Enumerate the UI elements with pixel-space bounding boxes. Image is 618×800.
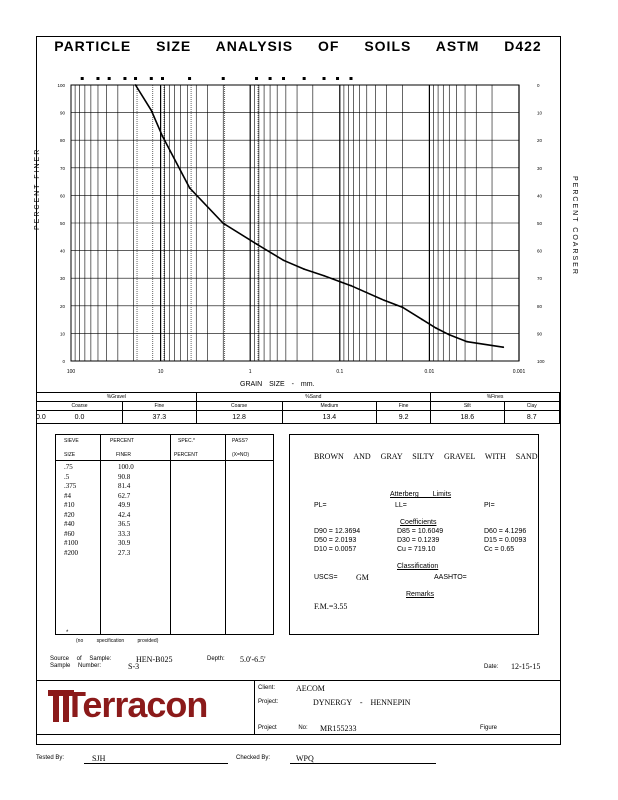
y-tick-label-left: 100 <box>57 83 65 88</box>
uscs-label: USCS= <box>314 574 338 581</box>
percent-finer: 81.4 <box>118 482 131 490</box>
y-tick-label-left: 60 <box>59 193 65 199</box>
data-point <box>135 84 137 86</box>
coef-d60: D60 = 4.1296 <box>484 528 527 535</box>
footnote: (no specification provided) <box>76 638 159 644</box>
fraction-value: 12.8 <box>196 411 282 424</box>
y-axis-label-left: PERCENT FINER <box>34 147 41 230</box>
sieve-tick-mark <box>269 77 272 80</box>
sieve-size: #4 <box>64 491 71 500</box>
sieve-size: #60 <box>64 529 75 538</box>
client-value: AECOM <box>296 684 325 693</box>
sample-number-value: S-3 <box>128 662 140 671</box>
uscs-value: GM <box>356 573 369 582</box>
sieve-tick-mark <box>282 77 285 80</box>
coef-d10: D10 = 0.0057 <box>314 546 357 553</box>
fraction-value: 9.2 <box>377 411 431 424</box>
percent-finer: 27.3 <box>118 548 131 557</box>
sieve-size: #200 <box>64 548 78 557</box>
client-label: Client: <box>258 685 276 691</box>
y-tick-label-left: 0 <box>62 359 65 364</box>
footnote-star: * <box>66 630 69 636</box>
percent-finer: 90.8 <box>118 472 131 481</box>
percent-finer: 100.0 <box>118 463 134 471</box>
date-value: 12-15-15 <box>511 662 541 671</box>
data-point <box>189 187 191 189</box>
fraction-value: 0.0 <box>37 411 123 424</box>
y-tick-label-right: 80 <box>537 303 543 309</box>
percent-finer: 49.9 <box>118 501 131 509</box>
sieve-tick-mark <box>349 77 352 80</box>
data-point <box>421 319 423 321</box>
fraction-subheader: Silt <box>431 402 505 411</box>
percent-finer-column <box>118 463 134 558</box>
x-tick-label: 0.1 <box>336 369 344 375</box>
y-tick-label-left: 40 <box>59 248 65 254</box>
date-label: Date: <box>484 664 499 670</box>
fraction-table <box>36 392 560 424</box>
y-tick-label-right: 30 <box>537 165 543 171</box>
y-axis-label-right: PERCENT COARSER <box>571 176 578 276</box>
source-value: HEN-B025 <box>136 655 173 664</box>
percent-finer: 30.9 <box>118 539 131 547</box>
data-point <box>283 259 285 261</box>
pass-x-header: (X=NO) <box>232 452 250 458</box>
data-point <box>256 243 258 245</box>
sample-number-label: Sample Number: <box>50 663 102 669</box>
sieve-size: .375 <box>64 482 77 490</box>
data-point <box>323 275 325 277</box>
sieve-tick-mark <box>255 77 258 80</box>
tested-by-label: Tested By: <box>36 755 65 761</box>
coef-d50: D50 = 2.0193 <box>314 537 357 544</box>
sieve-tick-mark <box>188 77 191 80</box>
page-title: PARTICLE SIZE ANALYSIS OF SOILS ASTM D422 <box>54 38 542 54</box>
percent-finer: 33.3 <box>118 529 131 538</box>
sieve-size: #20 <box>64 510 75 519</box>
depth-label: Depth: <box>207 656 225 662</box>
fraction-subheader: Clay <box>504 402 559 411</box>
sieve-size-column <box>64 463 78 558</box>
fraction-subheader: Medium <box>282 402 376 411</box>
fraction-subheader: Coarse <box>37 402 123 411</box>
y-tick-label-left: 20 <box>59 303 65 309</box>
data-point <box>383 299 385 301</box>
coef-d15: D15 = 0.0093 <box>484 537 527 544</box>
y-tick-label-right: 50 <box>537 221 543 226</box>
sieve-tick-mark <box>96 77 99 80</box>
y-tick-label-right: 0 <box>537 83 540 88</box>
x-tick-label: 100 <box>66 369 76 375</box>
sieve-size: #10 <box>64 501 75 509</box>
x-tick-label: 10 <box>157 369 164 375</box>
cobbles-value: 0.0 <box>36 414 46 421</box>
gradation-curve <box>136 85 504 347</box>
percent-header: PERCENT <box>110 438 134 444</box>
fineness-modulus: F.M.=3.55 <box>314 602 348 611</box>
y-tick-label-right: 40 <box>537 193 543 199</box>
y-tick-label-right: 20 <box>537 138 543 144</box>
y-tick-label-left: 90 <box>59 110 65 116</box>
coef-cc: Cc = 0.65 <box>484 546 515 553</box>
data-point <box>448 334 450 336</box>
data-point <box>162 135 164 137</box>
sieve-tick-mark <box>222 77 225 80</box>
coef-d85: D85 = 10.6049 <box>397 528 444 535</box>
data-point <box>435 327 437 329</box>
atterberg-title: Atterberg Limits <box>390 491 452 498</box>
coef-d30: D30 = 0.1239 <box>397 537 440 544</box>
finer-header: FINER <box>116 452 131 458</box>
sieve-tick-mark <box>161 77 164 80</box>
project-label: Project: <box>258 699 279 705</box>
project-no-label: Project No: <box>258 725 308 731</box>
sieve-tick-mark <box>303 77 306 80</box>
gravel-header: %Gravel <box>37 393 197 402</box>
logo-bar <box>53 690 59 722</box>
tested-by-value: SJH <box>92 754 106 763</box>
y-tick-label-right: 10 <box>537 110 543 116</box>
aashto-label: AASHTO= <box>434 574 467 581</box>
coef-cu: Cu = 719.10 <box>397 546 436 553</box>
terracon-logo-text: Terracon <box>64 684 208 725</box>
fraction-value: 37.3 <box>123 411 197 424</box>
data-point <box>150 109 152 111</box>
x-axis-label: GRAIN SIZE - mm. <box>240 381 315 388</box>
sieve-size: #100 <box>64 539 78 547</box>
gradation-chart <box>36 60 582 390</box>
sieve-tick-mark <box>150 77 153 80</box>
data-point <box>350 285 352 287</box>
depth-value: 5.0'-6.5' <box>240 655 266 664</box>
data-point <box>303 268 305 270</box>
fraction-subheader: Fine <box>377 402 431 411</box>
soil-description: BROWN AND GRAY SILTY GRAVEL WITH SAND <box>314 452 538 461</box>
pass-header: PASS? <box>232 438 248 444</box>
y-tick-label-right: 60 <box>537 248 543 254</box>
y-tick-label-left: 10 <box>59 331 65 337</box>
percent-finer: 42.4 <box>118 510 131 519</box>
sieve-tick-mark <box>123 77 126 80</box>
y-tick-label-left: 70 <box>59 165 65 171</box>
sieve-tick-mark <box>81 77 84 80</box>
ll-value: LL= <box>395 502 407 509</box>
data-point <box>502 346 504 348</box>
spec-header: SPEC.* <box>178 438 195 444</box>
y-tick-label-left: 50 <box>59 221 65 226</box>
project-no-value: MR155233 <box>320 724 357 733</box>
remarks-title: Remarks <box>406 591 435 598</box>
fines-header: %Fines <box>431 393 560 402</box>
fraction-value: 13.4 <box>282 411 376 424</box>
project-value: DYNERGY - HENNEPIN <box>313 698 411 707</box>
sieve-size: .5 <box>64 472 70 481</box>
coef-d90: D90 = 12.3694 <box>314 528 361 535</box>
sieve-tick-mark <box>336 77 339 80</box>
sieve-tick-mark <box>108 77 111 80</box>
sand-header: %Sand <box>196 393 431 402</box>
y-tick-label-left: 30 <box>59 276 65 282</box>
percent-finer: 62.7 <box>118 491 131 500</box>
sieve-size: #40 <box>64 520 75 528</box>
figure-label: Figure <box>480 725 498 731</box>
sieve-header: SIEVE <box>64 438 79 444</box>
x-tick-label: 1 <box>248 369 252 375</box>
spec-percent-header: PERCENT <box>174 452 198 458</box>
x-tick-label: 0.001 <box>512 369 526 375</box>
pi-value: PI= <box>484 502 495 509</box>
checked-by-label: Checked By: <box>236 755 271 761</box>
source-label: Source of Sample: <box>50 656 112 662</box>
data-point <box>466 341 468 343</box>
checked-by-value: WPQ <box>296 754 314 763</box>
fraction-subheader: Coarse <box>196 402 282 411</box>
classification-title: Classification <box>397 563 439 570</box>
percent-finer: 36.5 <box>118 520 131 528</box>
sieve-size: .75 <box>64 463 73 471</box>
sieve-tick-mark <box>323 77 326 80</box>
x-tick-label: 0.01 <box>424 369 435 375</box>
y-tick-label-right: 90 <box>537 331 543 337</box>
fraction-subheader: Fine <box>123 402 197 411</box>
data-point <box>222 222 224 224</box>
y-tick-label-left: 80 <box>59 138 65 144</box>
fraction-value: 8.7 <box>504 411 559 424</box>
y-tick-label-right: 100 <box>537 359 545 364</box>
sieve-table <box>55 434 274 635</box>
y-tick-label-right: 70 <box>537 276 543 282</box>
pl-value: PL= <box>314 502 327 509</box>
coefficients-title: Coefficients <box>400 519 437 526</box>
data-point <box>402 306 404 308</box>
sieve-tick-mark <box>134 77 137 80</box>
fraction-value: 18.6 <box>431 411 505 424</box>
size-header: SIZE <box>64 452 76 458</box>
